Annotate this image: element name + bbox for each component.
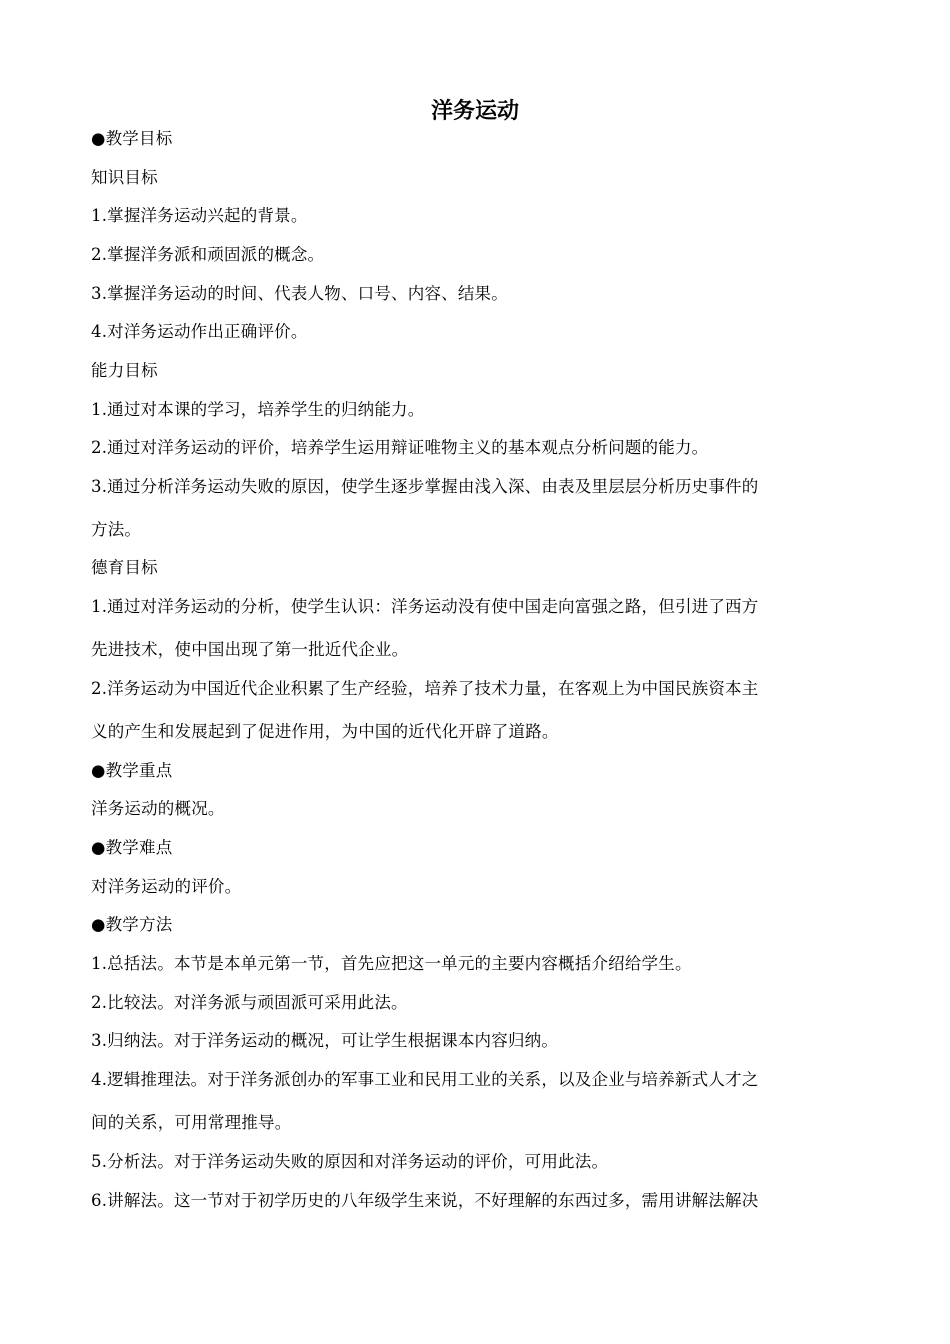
method-item-continued: 间的关系，可用常理推导。 <box>91 1113 292 1132</box>
moral-goal-item-continued: 义的产生和发展起到了促进作用，为中国的近代化开辟了道路。 <box>91 722 559 741</box>
ability-goal-item-continued: 方法。 <box>91 520 142 539</box>
method-item: 3.归纳法。对于洋务运动的概况，可让学生根据课本内容归纳。 <box>91 1031 559 1050</box>
method-item: 4.逻辑推理法。对于洋务派创办的军事工业和民用工业的关系，以及企业与培养新式人才之 <box>91 1070 759 1089</box>
moral-goal-item-continued: 先进技术，使中国出现了第一批近代企业。 <box>91 640 409 659</box>
method-item: 2.比较法。对洋务派与顽固派可采用此法。 <box>91 993 408 1012</box>
moral-goal-item: 1.通过对洋务运动的分析，使学生认识：洋务运动没有使中国走向富强之路，但引进了西方 <box>91 597 759 616</box>
knowledge-goal-item: 2.掌握洋务派和顽固派的概念。 <box>91 245 325 264</box>
key-point-text: 洋务运动的概况。 <box>91 799 225 818</box>
method-item: 5.分析法。对于洋务运动失败的原因和对洋务运动的评价，可用此法。 <box>91 1152 609 1171</box>
section-heading-teaching-methods: ●教学方法 <box>91 915 173 934</box>
ability-goal-item: 1.通过对本课的学习，培养学生的归纳能力。 <box>91 400 425 419</box>
knowledge-goal-item: 4.对洋务运动作出正确评价。 <box>91 322 308 341</box>
ability-goal-item: 3.通过分析洋务运动失败的原因，使学生逐步掌握由浅入深、由表及里层层分析历史事件的 <box>91 477 759 496</box>
section-heading-teaching-goals: ●教学目标 <box>91 129 173 148</box>
section-heading-key-points: ●教学重点 <box>91 761 173 780</box>
subheading-knowledge-goals: 知识目标 <box>91 168 158 187</box>
difficulty-text: 对洋务运动的评价。 <box>91 877 242 896</box>
document-title: 洋务运动 <box>430 99 519 124</box>
ability-goal-item: 2.通过对洋务运动的评价，培养学生运用辩证唯物主义的基本观点分析问题的能力。 <box>91 438 709 457</box>
moral-goal-item: 2.洋务运动为中国近代企业积累了生产经验，培养了技术力量，在客观上为中国民族资本主 <box>91 679 759 698</box>
method-item: 1.总括法。本节是本单元第一节，首先应把这一单元的主要内容概括介绍给学生。 <box>91 954 692 973</box>
section-heading-difficulties: ●教学难点 <box>91 838 173 857</box>
knowledge-goal-item: 1.掌握洋务运动兴起的背景。 <box>91 206 308 225</box>
method-item: 6.讲解法。这一节对于初学历史的八年级学生来说，不好理解的东西过多，需用讲解法解决 <box>91 1191 759 1210</box>
knowledge-goal-item: 3.掌握洋务运动的时间、代表人物、口号、内容、结果。 <box>91 284 508 303</box>
subheading-ability-goals: 能力目标 <box>91 361 158 380</box>
subheading-moral-goals: 德育目标 <box>91 558 158 577</box>
